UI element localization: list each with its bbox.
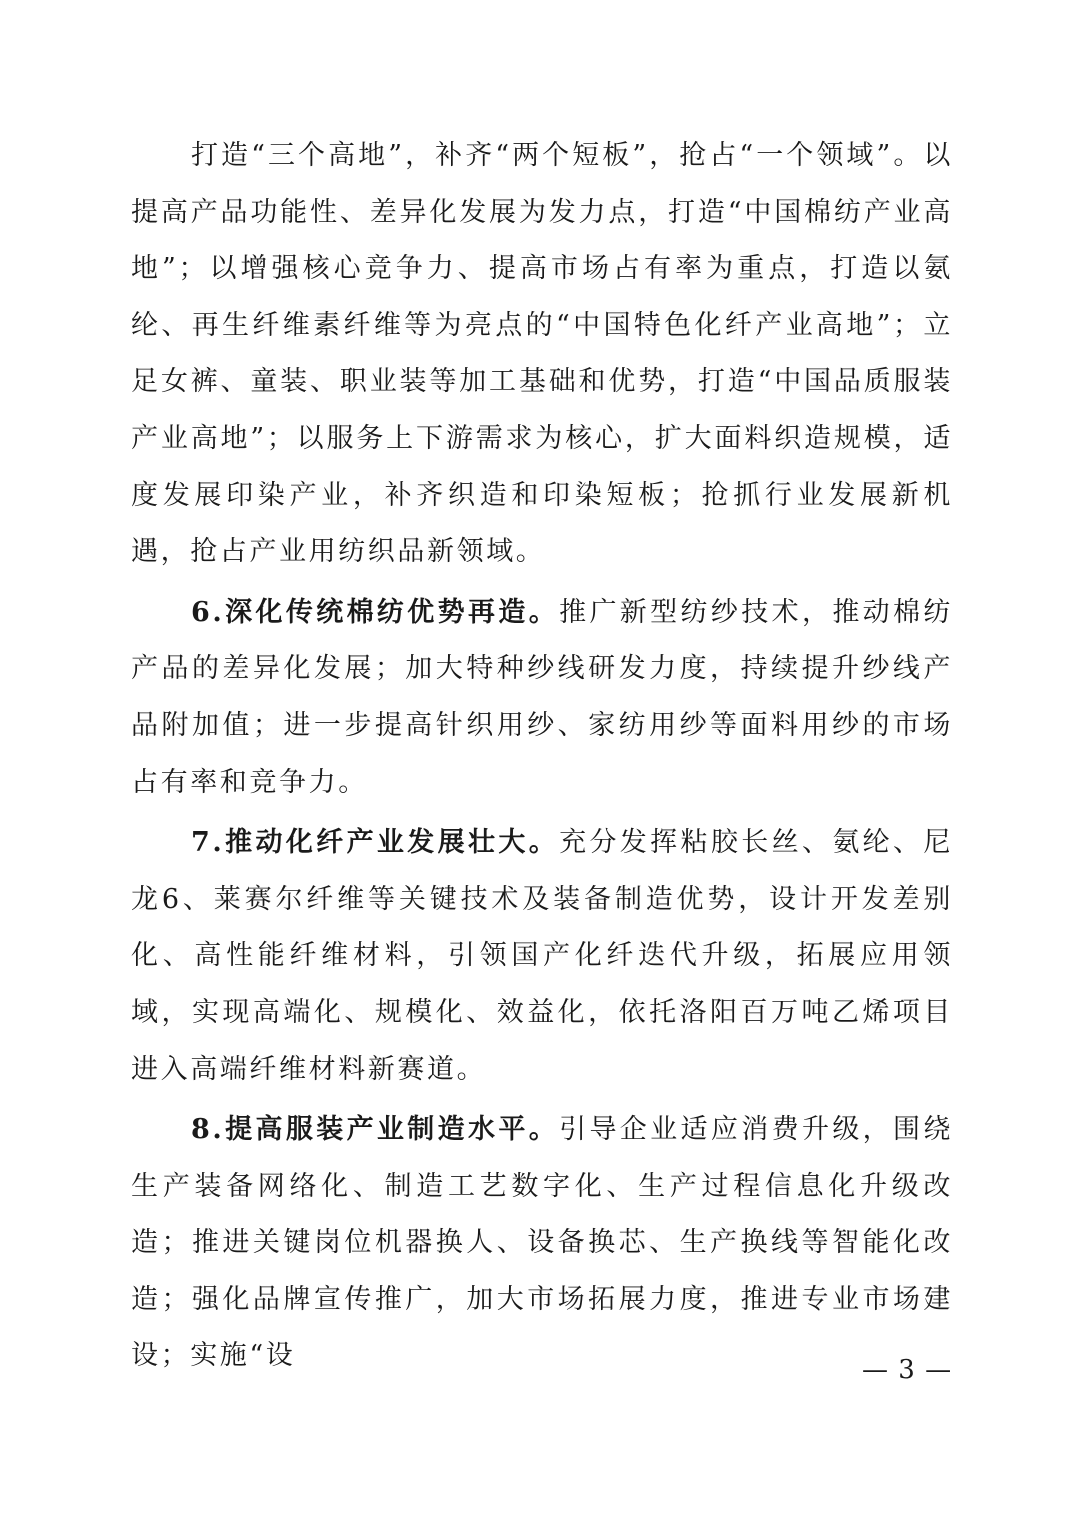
body-text bbox=[131, 128, 953, 1385]
paragraph-cotton-spinning bbox=[131, 585, 953, 811]
paragraph-apparel-manufacturing bbox=[131, 1102, 953, 1385]
paragraph-text: 引导企业适应消费升级，围绕生产装备网络化、制造工艺数字化、生产过程信息化升级改造；推进关键岗位机器换人、设备换芯、生产换线等智能化改造；强化品牌宣传推广，加大市场拓展力度，推进专业市场建设；实施“设 bbox=[131, 1114, 953, 1372]
paragraph-chemical-fiber bbox=[131, 815, 953, 1098]
paragraph-text: 打造“三个高地”，补齐“两个短板”，抢占“一个领域”。以提高产品功能性、差异化发展为发力点，打造“中国棉纺产业高地”；以增强核心竞争力、提高市场占有率为重点，打造以氨纶、再生纤维素纤维等为亮点的“中国特色化纤产业高地”；立足女裤、童装、职业装等加工基础和优势，打造“中国品质服装产业高地”；以服务上下游需求为核心，扩大面料织造规模，适度发展印染产业，补齐织造和印染短板；抢抓行业发展新机遇，抢占产业用纺织品新领域。 bbox=[131, 140, 953, 568]
paragraph-high-grounds bbox=[131, 128, 953, 581]
page-number: — 3 — bbox=[862, 1355, 953, 1385]
paragraph-text: 推广新型纺纱技术，推动棉纺产品的差异化发展；加大特种纱线研发力度，持续提升纱线产品附加值；进一步提高针织用纱、家纺用纱等面料用纱的市场占有率和竞争力。 bbox=[131, 596, 953, 798]
paragraph-heading: 7.推动化纤产业发展壮大。 bbox=[191, 827, 560, 859]
paragraph-heading: 8.提高服装产业制造水平。 bbox=[191, 1114, 560, 1146]
paragraph-heading: 6.深化传统棉纺优势再造。 bbox=[191, 596, 560, 628]
paragraph-text: 充分发挥粘胶长丝、氨纶、尼龙6、莱赛尔纤维等关键技术及装备制造优势，设计开发差别化、高性能纤维材料，引领国产化纤迭代升级，拓展应用领域，实现高端化、规模化、效益化，依托洛阳百万吨乙烯项目进入高端纤维材料新赛道。 bbox=[131, 827, 953, 1085]
